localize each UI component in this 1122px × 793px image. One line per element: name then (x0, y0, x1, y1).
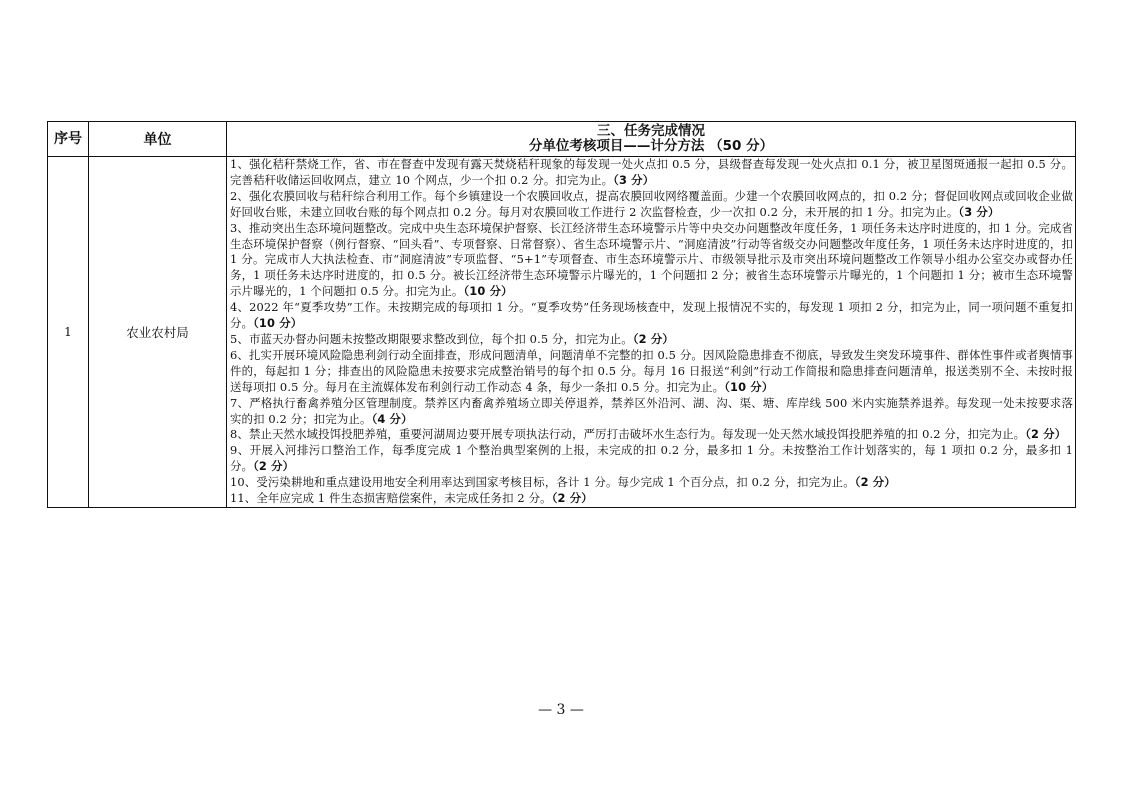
row-seq: 1 (48, 157, 89, 508)
header-title-line2: 分单位考核项目——计分方法 （50 分） (528, 138, 774, 154)
item-text: 8、禁止天然水域投饵投肥养殖，重要河湖周边要开展专项执法行动，严厉打击破坏水生态行为。每发现一处天然水域投饵投肥养殖的扣 0.2 分，扣完为止。 (230, 427, 1026, 442)
item-text: 5、市蓝天办督办问题未按整改期限要求整改到位，每个扣 0.5 分，扣完为止。 (230, 331, 633, 346)
list-item (230, 396, 1073, 428)
list-item (230, 189, 1073, 221)
item-score: （2 分） (551, 491, 593, 506)
header-unit: 单位 (89, 122, 227, 157)
item-text: 10、受污染耕地和重点建设用地安全利用率达到国家考核目标，各计 1 分。每少完成 1 个百分点，扣 0.2 分，扣完为止。 (230, 475, 855, 490)
list-item (230, 332, 1073, 348)
item-text: 2、强化农膜回收与秸秆综合利用工作。每个乡镇建设一个农膜回收点，提高农膜回收网络覆盖面。少建一个农膜回收网点的，扣 0.2 分；督促回收网点或回收企业做好回收台账，未建立回收台账的每个网点扣 0.2 分。每月对农膜回收工作进行 2 次监督检查，少一次扣 0.2 分，未开展的扣 1 分。扣完为止。 (230, 188, 1073, 219)
table-row (48, 157, 1076, 508)
list-item (230, 475, 1073, 491)
item-score: （2 分） (253, 459, 295, 474)
item-score: （3 分） (958, 204, 1000, 219)
item-score: （2 分） (632, 331, 674, 346)
item-score: （2 分） (854, 475, 896, 490)
header-row (48, 122, 1076, 157)
item-score: （2 分） (1025, 427, 1067, 442)
item-text: 1、强化秸秆禁烧工作，省、市在督查中发现有露天焚烧秸秆现象的每发现一处火点扣 0.5 分，县级督查每发现一处火点扣 0.1 分，被卫星图斑通报一起扣 0.5 分。完善秸秆收储运回收网点，建立 10 个网点，少一个扣 0.2 分。扣完为止。 (230, 157, 1073, 187)
item-text: 6、扎实开展环境风险隐患利剑行动全面排查，形成问题清单，问题清单不完整的扣 0.5 分。因风险隐患排查不彻底，导致发生突发环境事件、群体性事件或者舆情事件的，每起扣 1 分；排查出的风险隐患未按要求完成整治销号的每个扣 0.5 分。每月 16 日报送“利剑”行动工作简报和隐患排查问题清单，报送类别不全、未按时报送每项扣 0.5 分。每月在主流媒体发布利剑行动工作动态 4 条，每少一条扣 0.5 分。扣完为止。 (230, 347, 1073, 394)
list-item (230, 443, 1073, 475)
list-item (230, 348, 1073, 396)
list-item (230, 221, 1073, 301)
item-score: （10 分） (463, 284, 513, 299)
header-title-line1: 三、任务完成情况 (597, 123, 705, 139)
item-score: （4 分） (371, 411, 413, 426)
row-items (227, 157, 1076, 508)
page-number: — 3 — (538, 702, 584, 718)
item-text: 4、2022 年“夏季攻势”工作。未按期完成的每项扣 1 分。“夏季攻势”任务现场核查中，发现上报情况不实的，每发现 1 项扣 2 分，扣完为止，同一项问题不重复扣分。 (230, 300, 1073, 331)
item-text: 7、严格执行畜禽养殖分区管理制度。禁养区内畜禽养殖场立即关停退养，禁养区外沿河、湖、沟、渠、塘、库岸线 500 米内实施禁养退养。每发现一处未按要求落实的扣 0.2 分；扣完为止。 (230, 395, 1073, 426)
item-text: 3、推动突出生态环境问题整改。完成中央生态环境保护督察、长江经济带生态环境警示片等中央交办问题整改年度任务，1 项任务未达序时进度的，扣 1 分。完成省生态环境保护督察（例行督察、“回头看”、专项督察、日常督察）、省生态环境警示片、“洞庭清波”行动等省级交办问题整改年度任务，1 项任务未达序时进度的，扣 1 分。完成市人大执法检查、市“洞庭清波”专项监督、“5+1”专项督查、市生态环境警示片、市级领导批示及市突出环境问题整改工作领导小组办公室交办或督办任务，1 项任务未达序时进度的，扣 0.5 分。被长江经济带生态环境警示片曝光的，1 个问题扣 2 分；被省生态环境警示片曝光的，1 个问题扣 1 分；被市生态环境警示片曝光的，1 个问题扣 0.5 分。扣完为止。 (230, 220, 1073, 299)
item-score: （10 分） (724, 379, 774, 394)
list-item (230, 491, 1073, 507)
list-item (230, 157, 1073, 189)
list-item (230, 427, 1073, 443)
header-seq: 序号 (48, 122, 89, 157)
item-text: 9、开展入河排污口整治工作，每季度完成 1 个整治典型案例的上报，未完成的扣 0.2 分，最多扣 1 分。未按整治工作计划落实的，每 1 项扣 0.2 分，最多扣 1 分。 (230, 443, 1073, 474)
assessment-table (47, 121, 1076, 508)
item-score: （3 分） (613, 172, 655, 187)
item-score: （10 分） (253, 316, 303, 331)
item-text: 11、全年应完成 1 件生态损害赔偿案件，未完成任务扣 2 分。 (230, 491, 552, 506)
header-task (227, 122, 1076, 157)
row-unit: 农业农村局 (89, 157, 227, 508)
list-item (230, 300, 1073, 332)
